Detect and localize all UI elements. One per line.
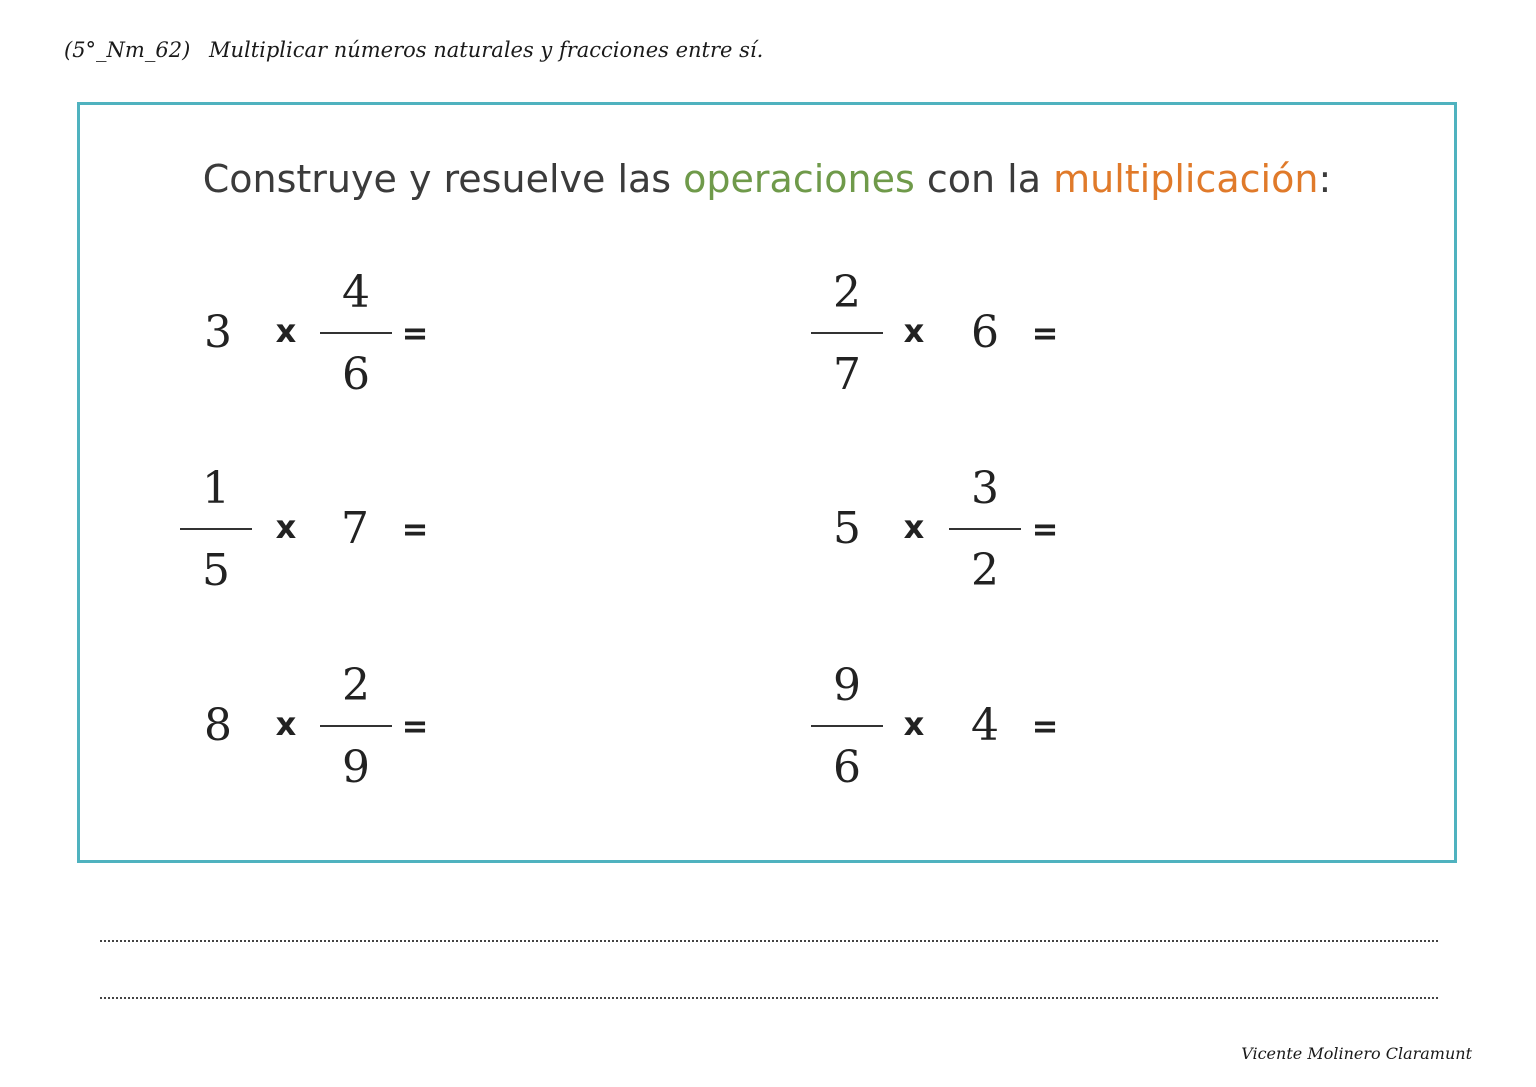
exercise-frame — [77, 102, 1457, 863]
operation-4-equals: = — [1031, 510, 1059, 548]
author-signature: Vicente Molinero Claramunt — [1241, 1044, 1472, 1063]
operation-4-numerator: 3 — [971, 463, 999, 514]
instruction-part-1: Construye y resuelve las — [202, 157, 684, 201]
operation-2-times: x — [903, 312, 925, 350]
operation-5-numerator: 2 — [342, 660, 370, 711]
operation-5-fraction-bar — [320, 725, 392, 727]
operation-2-denominator: 7 — [833, 349, 861, 400]
operation-2-fraction-bar — [811, 332, 883, 334]
operation-1-whole: 3 — [204, 307, 232, 358]
operation-5-equals: = — [401, 707, 429, 745]
operation-4-denominator: 2 — [971, 545, 999, 596]
operation-2-whole: 6 — [971, 307, 999, 358]
operation-2-numerator: 2 — [833, 267, 861, 318]
operation-1-numerator: 4 — [342, 267, 370, 318]
operation-6-fraction-bar — [811, 725, 883, 727]
operation-2 — [807, 267, 1107, 411]
operation-6-whole: 4 — [971, 700, 999, 751]
operation-2-equals: = — [1031, 314, 1059, 352]
operation-1-equals: = — [401, 314, 429, 352]
operation-5-denominator: 9 — [342, 742, 370, 793]
operation-3-times: x — [275, 508, 297, 546]
operation-4-times: x — [903, 508, 925, 546]
operation-3-equals: = — [401, 510, 429, 548]
operation-1-times: x — [275, 312, 297, 350]
operation-3 — [176, 463, 476, 607]
answer-line-1[interactable] — [100, 940, 1438, 942]
operation-6-denominator: 6 — [833, 742, 861, 793]
operation-1-denominator: 6 — [342, 349, 370, 400]
instruction-word-multiplicacion: multiplicación — [1053, 157, 1319, 201]
operation-4 — [807, 463, 1107, 607]
operation-6-equals: = — [1031, 707, 1059, 745]
operation-5-times: x — [275, 705, 297, 743]
operation-3-numerator: 1 — [202, 463, 230, 514]
operation-4-whole: 5 — [833, 503, 861, 554]
operation-1 — [178, 267, 478, 411]
worksheet-code: (5°_Nm_62) — [64, 38, 191, 62]
worksheet-title: Multiplicar números naturales y fracciones entre sí. — [208, 38, 764, 62]
operation-3-denominator: 5 — [202, 545, 230, 596]
operation-1-fraction-bar — [320, 332, 392, 334]
operation-6-numerator: 9 — [833, 660, 861, 711]
operation-6 — [807, 660, 1107, 804]
instruction-part-3: con la — [914, 157, 1054, 201]
instruction-text — [80, 157, 1454, 201]
answer-line-2[interactable] — [100, 997, 1438, 999]
operation-3-fraction-bar — [180, 528, 252, 530]
instruction-part-5: : — [1318, 157, 1332, 201]
operation-5 — [178, 660, 478, 804]
worksheet-header — [64, 38, 763, 62]
instruction-word-operaciones: operaciones — [683, 157, 915, 201]
operation-5-whole: 8 — [204, 700, 232, 751]
operation-6-times: x — [903, 705, 925, 743]
operation-4-fraction-bar — [949, 528, 1021, 530]
operation-3-whole: 7 — [341, 503, 369, 554]
